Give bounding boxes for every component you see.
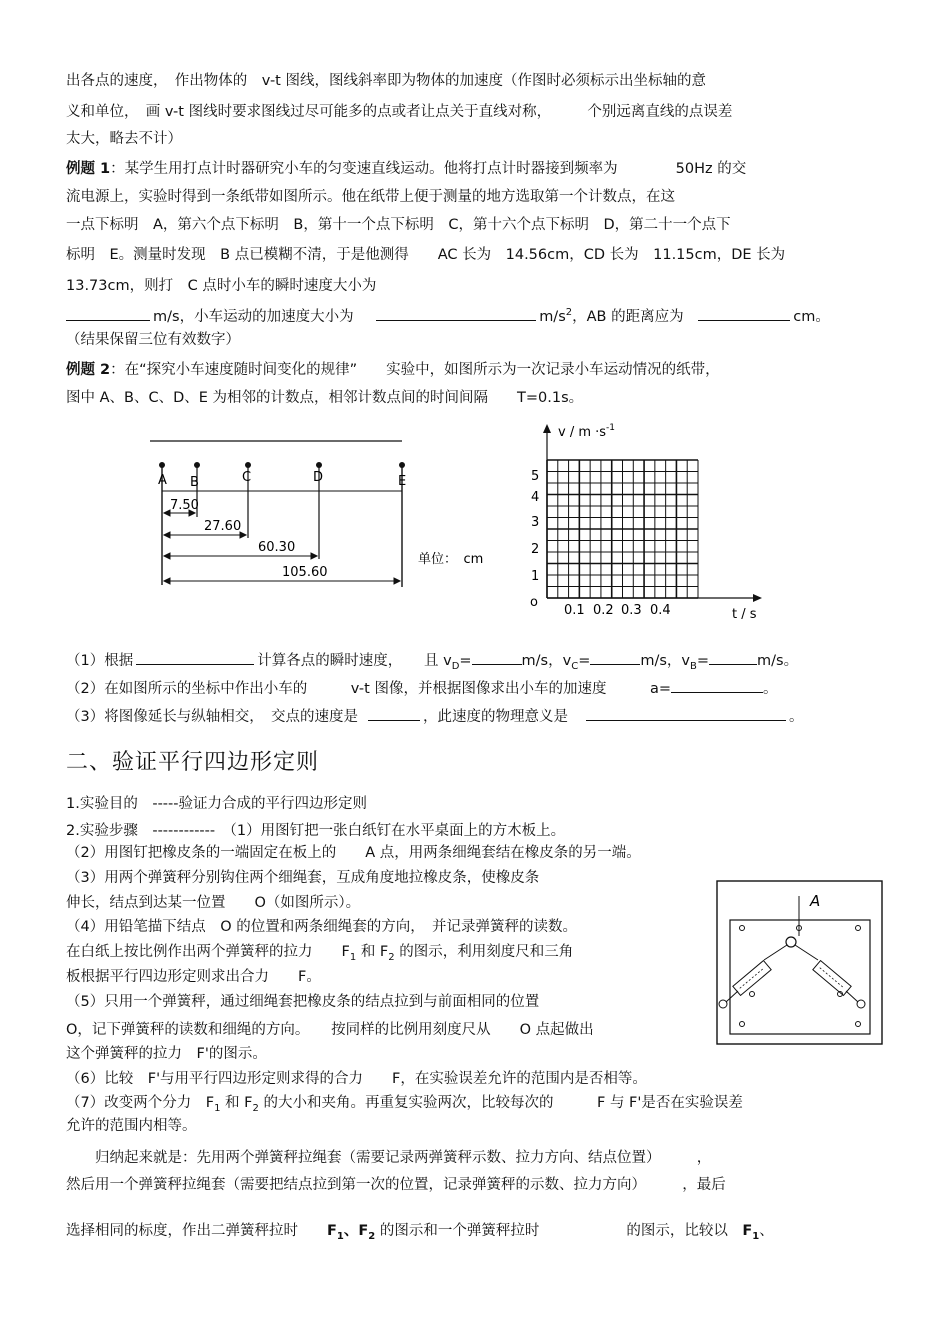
x-axis-label: t / s	[732, 607, 757, 622]
tape-dot-a	[159, 462, 165, 468]
grid-lines	[547, 460, 698, 598]
text-line: 1.实验目的 -----验证力合成的平行四边形定则	[66, 796, 367, 812]
question-2: （2）在如图所示的坐标中作出小车的 v-t 图像，并根据图像求出小车的加速度 a= 。	[66, 678, 777, 698]
text-line: 然后用一个弹簧秤拉绳套（需要把结点拉到第一次的位置，记录弹簧秤的示数、拉力方向） ，最后	[66, 1177, 726, 1193]
tape-dot-d	[316, 462, 322, 468]
text-line: 允许的范围内相等。	[66, 1118, 197, 1134]
answer-blank-vd[interactable]	[472, 650, 522, 665]
section-title: 二、验证平行四边形定则	[66, 750, 320, 775]
example-2-line: 例题 2：在“探究小车速度随时间变化的规律” 实验中，如图所示为一次记录小车运动情况的纸带，	[66, 362, 720, 378]
answer-blank-intercept[interactable]	[368, 706, 420, 721]
origin-label: o	[530, 595, 538, 610]
tape-label-a: A	[158, 473, 167, 488]
knot-o	[786, 937, 796, 947]
tape-label-c: C	[242, 470, 252, 485]
y-tick-label: 4	[531, 490, 540, 505]
answer-blank-a[interactable]	[671, 678, 763, 693]
tape-label-e: E	[398, 474, 407, 489]
text-line: （6）比较 F'与用平行四边形定则求得的合力 F，在实验误差允许的范围内是否相等。	[66, 1071, 647, 1087]
point-a-label: A	[810, 892, 821, 910]
text-line: 图中 A、B、C、D、E 为相邻的计数点，相邻计数点间的时间间隔 T=0.1s。	[66, 390, 584, 406]
text-line: 出各点的速度， 作出物体的 v-t 图线，图线斜率即为物体的加速度（作图时必须标示出坐标轴的意	[66, 73, 706, 89]
y-axis-label: $v / m \cdot s^{-1}$	[558, 423, 616, 440]
force-board-figure	[712, 878, 887, 1048]
question-3: （3）将图像延长与纵轴相交， 交点的速度是 ，此速度的物理意义是 。	[66, 706, 803, 726]
example-1-label: 例题 1	[66, 161, 111, 177]
text-line: 一点下标明 A，第六个点下标明 B，第十一个点下标明 C，第十六个点下标明 D，第二十一个点下	[66, 217, 731, 233]
tape-label-d: D	[313, 470, 324, 485]
text-line: （3）用两个弹簧秤分别钩住两个细绳套，互成角度地拉橡皮条，使橡皮条	[66, 870, 540, 886]
tape-distance-ae: 105.60	[282, 565, 328, 580]
text-line: （结果保留三位有效数字）	[66, 332, 240, 348]
tape-dot-b	[194, 462, 200, 468]
answer-blank-vb[interactable]	[709, 650, 757, 665]
text-line: 伸长，结点到达某一位置 O（如图所示）。	[66, 895, 361, 911]
vt-grid-chart	[520, 418, 770, 628]
x-tick-label: 0.2	[593, 603, 614, 618]
question-1: （1）根据 计算各点的瞬时速度， 且 $v_D= m/s$，$v_C= m/s$，$v_B= m/s$。	[66, 650, 798, 676]
x-tick-label: 0.3	[621, 603, 642, 618]
answer-blank-velocity[interactable]	[66, 306, 150, 321]
text-line: 流电源上，实验时得到一条纸带如图所示。他在纸带上便于测量的地方选取第一个计数点，在这	[66, 189, 675, 205]
text-line: 归纳起来就是：先用两个弹簧秤拉绳套（需要记录两弹簧秤示数、拉力方向、结点位置） ，	[66, 1150, 712, 1166]
text-line: 选择相同的标度，作出二弹簧秤拉时 $F_1$、$F_2$ 的图示和一个弹簧秤拉时 的图示，比较以 $F_1$、	[66, 1223, 774, 1242]
text-line: 这个弹簧秤的拉力 F'的图示。	[66, 1046, 267, 1062]
paper-tape-figure	[140, 425, 500, 595]
text-line: （5）只用一个弹簧秤，通过细绳套把橡皮条的结点拉到与前面相同的位置	[66, 994, 540, 1010]
tape-unit: 单位： cm	[418, 552, 484, 567]
answer-blank-vc[interactable]	[590, 650, 640, 665]
answer-line: m/s，小车运动的加速度大小为 $m/s^2$，AB 的距离应为 cm。	[66, 304, 830, 326]
text-line: 标明 E。测量时发现 B 点已模糊不清，于是他测得 AC 长为 14.56cm，CD 长为 11.15cm，DE 长为	[66, 247, 786, 263]
tape-distance-ad: 60.30	[258, 540, 296, 555]
tape-dot-e	[399, 462, 405, 468]
text-line: （7）改变两个分力 $F_1$ 和 $F_2$ 的大小和夹角。再重复实验两次，比较每次的 F 与 F'是否在实验误差	[66, 1095, 743, 1114]
x-tick-label: 0.4	[650, 603, 671, 618]
y-tick-label: 3	[531, 515, 540, 530]
tape-distance-ab: 7.50	[170, 498, 199, 513]
y-tick-label: 5	[531, 469, 540, 484]
tape-distance-ac: 27.60	[204, 519, 242, 534]
answer-blank-meaning[interactable]	[586, 706, 786, 721]
answer-blank-ab-distance[interactable]	[698, 306, 790, 321]
y-tick-label: 2	[531, 542, 540, 557]
y-tick-label: 1	[531, 569, 540, 584]
tape-dot-c	[245, 462, 251, 468]
text-line: （2）用图钉把橡皮条的一端固定在板上的 A 点，用两条细绳套结在橡皮条的另一端。	[66, 845, 641, 861]
answer-blank-acceleration[interactable]	[376, 306, 536, 321]
example-1-line: 例题 1：某学生用打点计时器研究小车的匀变速直线运动。他将打点计时器接到频率为 50Hz 的交	[66, 161, 747, 177]
text-line: 在白纸上按比例作出两个弹簧秤的拉力 $F_1$ 和 $F_2$ 的图示，利用刻度尺和三角	[66, 944, 574, 963]
x-tick-label: 0.1	[564, 603, 585, 618]
text-line: 义和单位， 画 v-t 图线时要求图线过尽可能多的点或者让点关于直线对称， 个别远离直线的点误差	[66, 104, 733, 120]
example-2-label: 例题 2	[66, 362, 111, 378]
text-line: 板根据平行四边形定则求出合力 F。	[66, 969, 321, 985]
text-line: 太大，略去不计）	[66, 131, 182, 147]
text-line: 13.73cm，则打 C 点时小车的瞬时速度大小为	[66, 278, 377, 294]
answer-blank-method[interactable]	[136, 650, 254, 665]
text-line: 2.实验步骤 ------------ （1）用图钉把一张白纸钉在水平桌面上的方木板上。	[66, 823, 566, 839]
text-line: O，记下弹簧秤的读数和细绳的方向。 按同样的比例用刻度尺从 O 点起做出	[66, 1022, 594, 1038]
text-line: （4）用铅笔描下结点 O 的位置和两条细绳套的方向， 并记录弹簧秤的读数。	[66, 919, 577, 935]
tape-label-b: B	[190, 475, 199, 490]
